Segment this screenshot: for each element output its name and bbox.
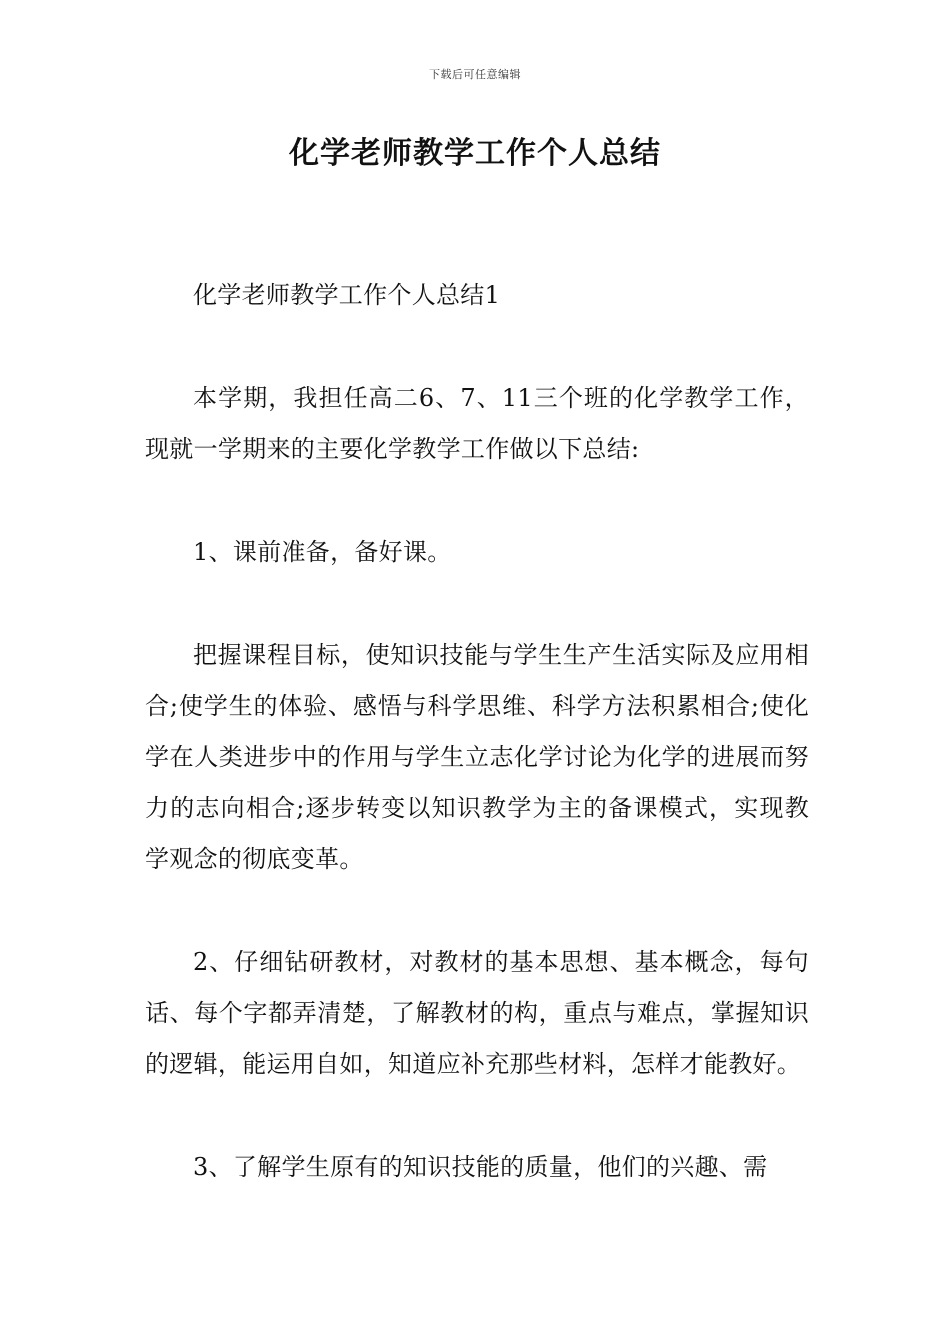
paragraph-item-2: 2、仔细钻研教材，对教材的基本思想、基本概念，每句话、每个字都弄清楚，了解教材的构，重点与难点，掌握知识的逻辑，能运用自如，知道应补充那些材料，怎样才能教好。 <box>145 948 809 1078</box>
header-note: 下载后可任意编辑 <box>429 68 521 81</box>
paragraph-item-3: 3、了解学生原有的知识技能的质量，他们的兴趣、需 <box>193 1153 768 1181</box>
paragraph-intro: 本学期，我担任高二6、7、11三个班的化学教学工作，现就一学期来的主要化学教学工作做以下总结: <box>145 384 809 463</box>
paragraph-item-1: 1、课前准备，备好课。 <box>193 538 452 566</box>
document-body <box>145 270 809 1245</box>
section-heading: 化学老师教学工作个人总结1 <box>193 281 501 309</box>
paragraph-course-goals: 把握课程目标，使知识技能与学生生产生活实际及应用相合;使学生的体验、感悟与科学思维、科学方法积累相合;使化学在人类进步中的作用与学生立志化学讨论为化学的进展而努力的志向相合;逐步转变以知识教学为主的备课模式，实现教学观念的彻底变革。 <box>145 641 809 873</box>
document-title: 化学老师教学工作个人总结 <box>289 136 661 171</box>
